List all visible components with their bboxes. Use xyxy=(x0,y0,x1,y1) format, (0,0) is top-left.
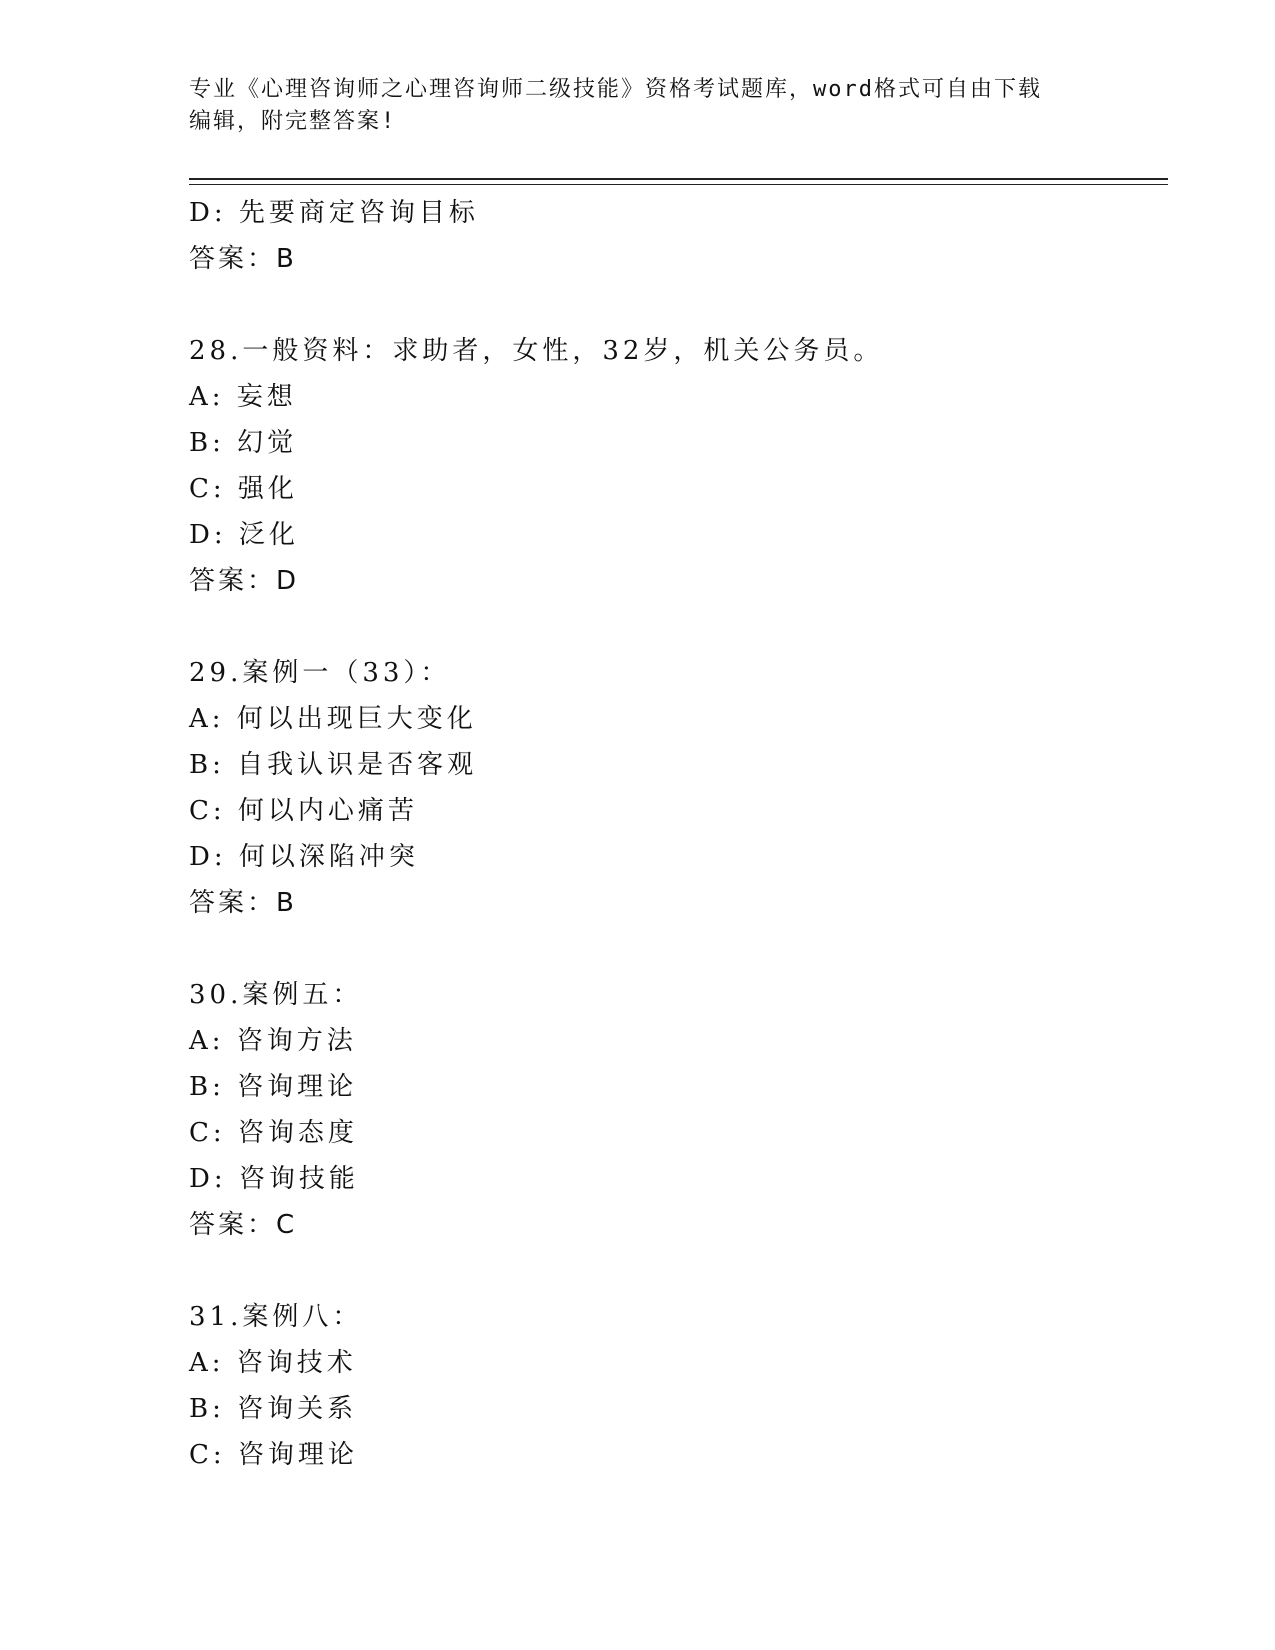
header-divider-thin xyxy=(189,184,1168,185)
answer-line: 答案：B xyxy=(189,888,297,918)
option-a: A: 咨询方法 xyxy=(189,1026,357,1056)
answer-line: 答案：B xyxy=(189,244,297,274)
answer-line: 答案：C xyxy=(189,1210,298,1240)
question-list xyxy=(189,190,1149,1478)
question-stem: 28.一般资料：求助者，女性，32岁，机关公务员。 xyxy=(189,336,884,366)
option-a: A: 何以出现巨大变化 xyxy=(189,704,477,734)
option-d: D: 先要商定咨询目标 xyxy=(189,198,479,228)
option-b: B: 咨询关系 xyxy=(189,1394,358,1424)
question-stem: 29.案例一（33）： xyxy=(189,658,451,688)
option-d: D: 何以深陷冲突 xyxy=(189,842,419,872)
answer-line: 答案：D xyxy=(189,566,300,596)
option-a: A: 咨询技术 xyxy=(189,1348,357,1378)
question-stem: 30.案例五： xyxy=(189,980,363,1010)
option-c: C: 咨询理论 xyxy=(189,1440,358,1470)
option-b: B: 幻觉 xyxy=(189,428,298,458)
option-b: B: 自我认识是否客观 xyxy=(189,750,478,780)
header-line-2: 编辑，附完整答案! xyxy=(189,109,397,134)
option-d: D: 泛化 xyxy=(189,520,299,550)
spacer xyxy=(189,926,1149,972)
header-divider-thick xyxy=(189,178,1168,180)
option-d: D: 咨询技能 xyxy=(189,1164,359,1194)
option-c: C: 强化 xyxy=(189,474,298,504)
option-b: B: 咨询理论 xyxy=(189,1072,358,1102)
spacer xyxy=(189,604,1149,650)
option-c: C: 咨询态度 xyxy=(189,1118,358,1148)
spacer xyxy=(189,1248,1149,1294)
spacer xyxy=(189,282,1149,328)
option-a: A: 妄想 xyxy=(189,382,297,412)
document-header xyxy=(189,74,1089,138)
option-c: C: 何以内心痛苦 xyxy=(189,796,418,826)
header-line-1: 专业《心理咨询师之心理咨询师二级技能》资格考试题库，word格式可自由下载 xyxy=(189,77,1042,102)
question-stem: 31.案例八： xyxy=(189,1302,363,1332)
